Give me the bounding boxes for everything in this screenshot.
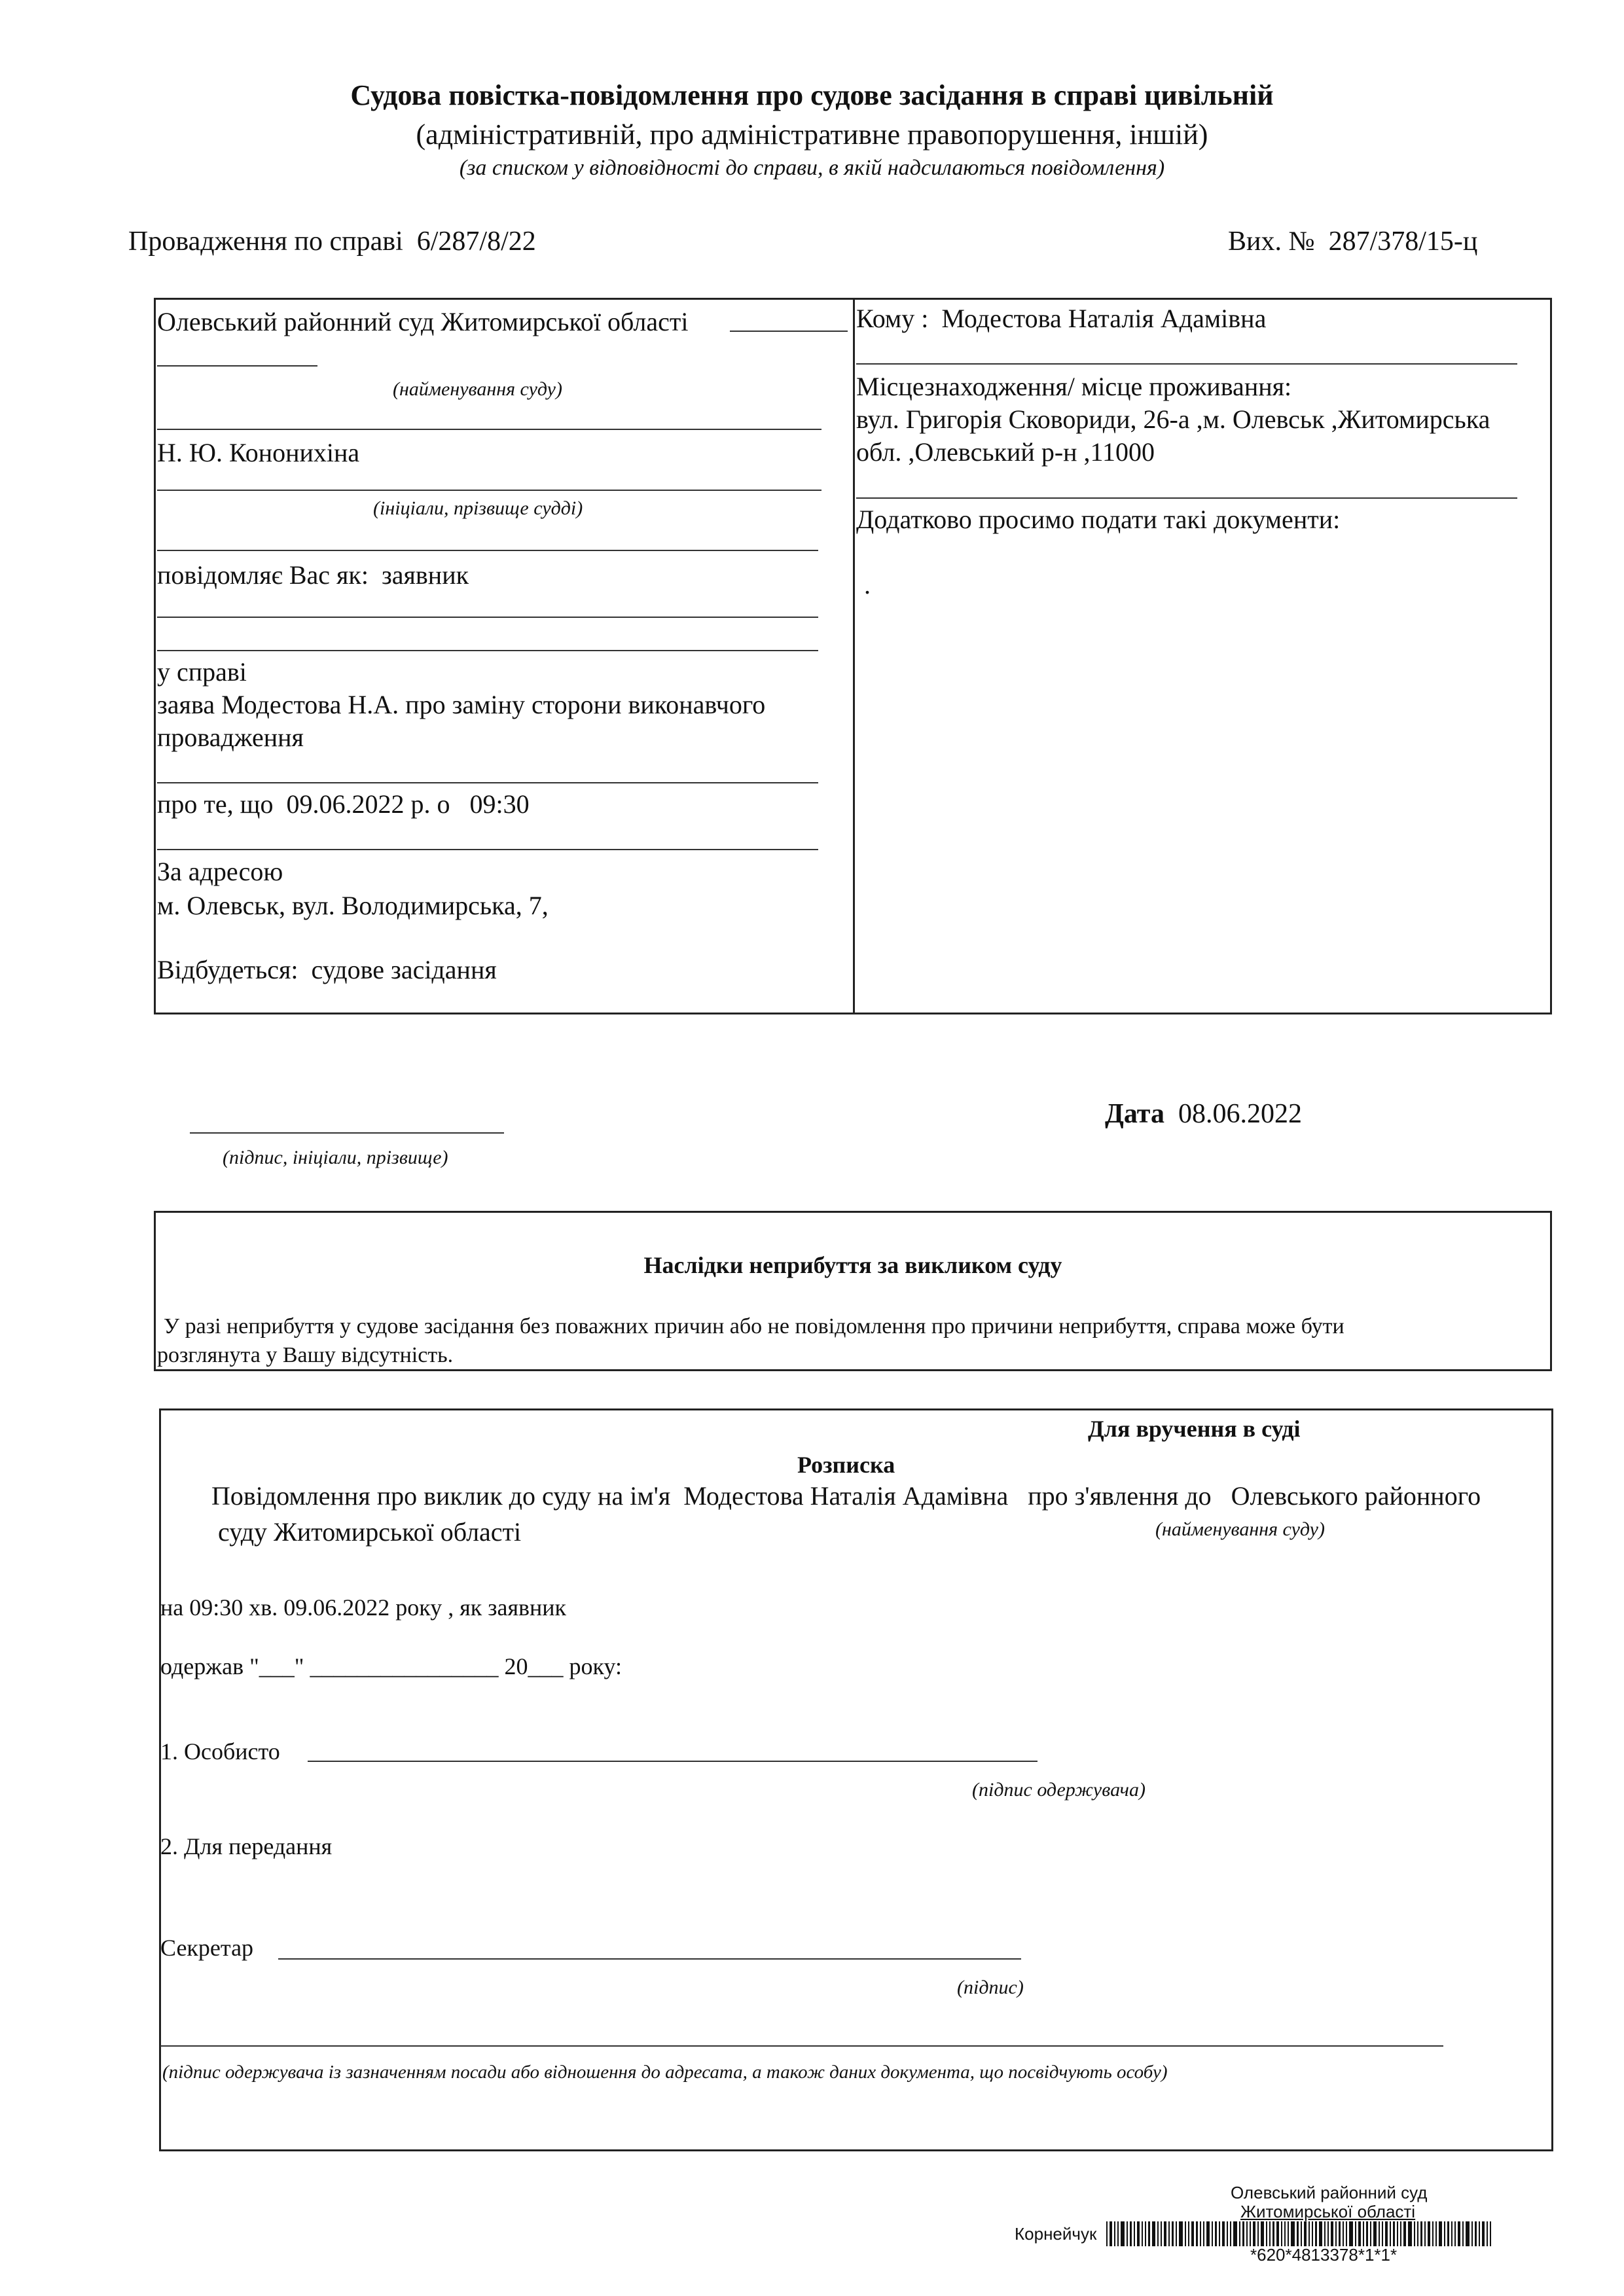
event-line bbox=[157, 954, 497, 985]
barcode-bar bbox=[1315, 2221, 1317, 2246]
barcode-bar bbox=[1393, 2221, 1395, 2246]
barcode-bar bbox=[1145, 2221, 1146, 2246]
recipient-name: Модестова Наталія Адамівна bbox=[941, 304, 1267, 333]
barcode-bar bbox=[1168, 2221, 1170, 2246]
about-time: 09:30 bbox=[469, 789, 530, 819]
barcode-bar bbox=[1215, 2221, 1217, 2246]
barcode-bar bbox=[1191, 2221, 1194, 2246]
barcode-bar bbox=[1312, 2221, 1313, 2246]
barcode-bar bbox=[1462, 2221, 1464, 2246]
barcode-bar bbox=[1424, 2221, 1426, 2246]
barcode-bar bbox=[1319, 2221, 1322, 2246]
rule bbox=[157, 849, 818, 850]
outgoing-label: Вих. № bbox=[1228, 226, 1315, 257]
recipient-label: Кому : bbox=[856, 304, 929, 333]
barcode-bar bbox=[1439, 2221, 1442, 2246]
document-subtitle: (адміністративній, про адміністративне правопорушення, іншій) bbox=[416, 118, 1208, 151]
barcode-bar bbox=[1227, 2221, 1228, 2246]
barcode-bar bbox=[1172, 2221, 1174, 2246]
barcode-bar bbox=[1114, 2221, 1115, 2246]
barcode-bar bbox=[1127, 2221, 1128, 2246]
barcode-bar bbox=[1428, 2221, 1430, 2246]
barcode-bar bbox=[1233, 2221, 1237, 2246]
case-label: у справі bbox=[157, 657, 247, 687]
barcode-bar bbox=[1327, 2221, 1329, 2246]
barcode-bar bbox=[1397, 2221, 1398, 2246]
barcode-bar bbox=[1297, 2221, 1299, 2246]
about-date: 09.06.2022 р. о bbox=[286, 789, 450, 819]
barcode-bar bbox=[1363, 2221, 1364, 2246]
barcode-bar bbox=[1301, 2221, 1302, 2246]
barcode-bar bbox=[1339, 2221, 1341, 2246]
case-text-1: заява Модестова Н.А. про заміну сторони виконавчого bbox=[157, 690, 766, 719]
receipt-time-line: на 09:30 хв. 09.06.2022 року , як заявник bbox=[160, 1594, 567, 1621]
outgoing-line bbox=[1228, 226, 1477, 257]
barcode-bar bbox=[1257, 2221, 1259, 2246]
barcode-bar bbox=[1390, 2221, 1391, 2246]
rule bbox=[190, 1132, 504, 1134]
barcode-bar bbox=[1379, 2221, 1380, 2246]
barcode-bar bbox=[1370, 2221, 1371, 2246]
notify-role: заявник bbox=[381, 560, 469, 590]
barcode-bar bbox=[1253, 2221, 1255, 2246]
barcode-bar bbox=[1246, 2221, 1248, 2246]
secretary-caption: (підпис) bbox=[957, 1977, 1024, 1998]
judge-name: Н. Ю. Кононихіна bbox=[157, 438, 360, 467]
proceeding-line bbox=[128, 226, 536, 257]
barcode-bar bbox=[1458, 2221, 1460, 2246]
barcode-bar bbox=[1479, 2221, 1480, 2246]
barcode-bar bbox=[1454, 2221, 1456, 2246]
receipt-court: Олевського районного bbox=[1231, 1481, 1481, 1511]
barcode-bar bbox=[1420, 2221, 1422, 2246]
barcode-bar bbox=[1366, 2221, 1368, 2246]
barcode-bar bbox=[1304, 2221, 1307, 2246]
barcode bbox=[1106, 2221, 1564, 2246]
barcode-bar bbox=[1200, 2221, 1201, 2246]
location-line-2: обл. ,Олевський р-н ,11000 bbox=[856, 437, 1155, 467]
barcode-bar bbox=[1134, 2221, 1135, 2246]
receipt-line-1a: Повідомлення про виклик до суду на ім'я bbox=[211, 1481, 671, 1511]
receipt-recipient: Модестова Наталія Адамівна bbox=[683, 1481, 1009, 1511]
barcode-bar bbox=[1152, 2221, 1155, 2246]
barcode-bar bbox=[1482, 2221, 1485, 2246]
outgoing-number: 287/378/15-ц bbox=[1328, 226, 1478, 257]
barcode-bar bbox=[1400, 2221, 1401, 2246]
barcode-bar bbox=[1161, 2221, 1162, 2246]
barcode-bar bbox=[1266, 2221, 1267, 2246]
barcode-bar bbox=[1358, 2221, 1361, 2246]
barcode-bar bbox=[1142, 2221, 1143, 2246]
barcode-bar bbox=[1385, 2221, 1388, 2246]
personal-label: 1. Особисто bbox=[160, 1738, 280, 1765]
rule bbox=[278, 1958, 1021, 1960]
proceeding-label: Провадження по справі bbox=[128, 226, 403, 257]
consequences-text-2: розглянута у Вашу відсутність. bbox=[157, 1343, 454, 1367]
signature-caption: (підпис, ініціали, прізвище) bbox=[223, 1147, 448, 1168]
barcode-bar bbox=[1373, 2221, 1377, 2246]
event-value: судове засідання bbox=[311, 955, 497, 984]
barcode-bar bbox=[1212, 2221, 1213, 2246]
footer-clerk: Корнейчук bbox=[1015, 2224, 1097, 2244]
barcode-bar bbox=[1475, 2221, 1477, 2246]
address-label: За адресою bbox=[157, 857, 283, 886]
location-label: Місцезнаходження/ місце проживання: bbox=[856, 372, 1292, 401]
barcode-bar bbox=[1432, 2221, 1434, 2246]
address-value: м. Олевськ, вул. Володимирська, 7, bbox=[157, 891, 549, 920]
court-caption: (найменування суду) bbox=[393, 378, 562, 400]
barcode-bar bbox=[1471, 2221, 1473, 2246]
transfer-label: 2. Для передання bbox=[160, 1833, 333, 1859]
location-line-1: вул. Григорія Сковориди, 26-а ,м. Олевськ ,Житомирська bbox=[856, 404, 1490, 434]
barcode-bar bbox=[1110, 2221, 1112, 2246]
recipient-line bbox=[856, 303, 1266, 334]
barcode-bar bbox=[1121, 2221, 1125, 2246]
rule bbox=[160, 2045, 1443, 2047]
for-court-label: Для вручення в суді bbox=[1088, 1416, 1301, 1442]
barcode-bar bbox=[1222, 2221, 1225, 2246]
barcode-bar bbox=[1382, 2221, 1383, 2246]
receipt-line-1 bbox=[211, 1480, 1481, 1511]
barcode-bar bbox=[1324, 2221, 1326, 2246]
footer-code: *620*4813378*1*1* bbox=[1250, 2245, 1398, 2265]
barcode-bar bbox=[1148, 2221, 1150, 2246]
barcode-bar bbox=[1447, 2221, 1449, 2246]
document-title: Судова повістка-повідомлення про судове засідання в справі цивільній bbox=[350, 79, 1274, 111]
barcode-bar bbox=[1281, 2221, 1282, 2246]
barcode-bar bbox=[1179, 2221, 1183, 2246]
barcode-bar bbox=[1284, 2221, 1286, 2246]
barcode-bar bbox=[1335, 2221, 1337, 2246]
barcode-bar bbox=[1288, 2221, 1289, 2246]
barcode-bar bbox=[1157, 2221, 1159, 2246]
barcode-bar bbox=[1451, 2221, 1453, 2246]
rule bbox=[856, 363, 1517, 365]
barcode-bar bbox=[1176, 2221, 1177, 2246]
consequences-text-1: У разі неприбуття у судове засідання без поважних причин або не повідомлення про причини неприбуття, справа може бути bbox=[164, 1314, 1344, 1338]
barcode-bar bbox=[1291, 2221, 1295, 2246]
barcode-bar bbox=[1188, 2221, 1189, 2246]
hearing-time-line bbox=[157, 789, 530, 819]
barcode-bar bbox=[1130, 2221, 1132, 2246]
barcode-bar bbox=[1250, 2221, 1251, 2246]
about-label: про те, що bbox=[157, 789, 274, 819]
receipt-court-caption: (найменування суду) bbox=[1155, 1518, 1325, 1540]
final-caption: (підпис одержувача із зазначенням посади або відношення до адресата, а також даних документа, що посвідчують особу) bbox=[162, 2062, 1168, 2083]
notify-label: повідомляє Вас як: bbox=[157, 560, 369, 590]
barcode-bar bbox=[1276, 2221, 1279, 2246]
barcode-bar bbox=[1349, 2221, 1353, 2246]
rule bbox=[157, 365, 317, 367]
personal-caption: (підпис одержувача) bbox=[972, 1779, 1146, 1801]
case-text-2: провадження bbox=[157, 723, 304, 752]
barcode-bar bbox=[1242, 2221, 1244, 2246]
rule bbox=[157, 490, 821, 491]
footer-court-1: Олевський районний суд bbox=[1231, 2183, 1428, 2202]
barcode-bar bbox=[1269, 2221, 1271, 2246]
receipt-line-2: суду Житомирської області bbox=[218, 1517, 522, 1547]
footer-court-2: Житомирської області bbox=[1240, 2202, 1416, 2221]
rule bbox=[157, 782, 818, 783]
barcode-bar bbox=[1444, 2221, 1445, 2246]
barcode-bar bbox=[1414, 2221, 1415, 2246]
court-name: Олевський районний суд Житомирської області bbox=[157, 307, 689, 336]
rule bbox=[856, 497, 1517, 499]
barcode-bar bbox=[1164, 2221, 1166, 2246]
documents-label: Додатково просимо подати такі документи: bbox=[856, 505, 1341, 534]
barcode-bar bbox=[1435, 2221, 1437, 2246]
rule bbox=[157, 650, 818, 651]
barcode-bar bbox=[1203, 2221, 1204, 2246]
barcode-bar bbox=[1346, 2221, 1347, 2246]
date-value: 08.06.2022 bbox=[1178, 1099, 1302, 1129]
barcode-bar bbox=[1403, 2221, 1406, 2246]
secretary-label: Секретар bbox=[160, 1935, 254, 1961]
documents-value: . bbox=[864, 570, 871, 600]
document-note: (за списком у відповідності до справи, в якій надсилаються повідомлення) bbox=[459, 156, 1165, 180]
rule bbox=[730, 331, 848, 332]
column-divider bbox=[853, 298, 855, 1014]
barcode-bar bbox=[1408, 2221, 1412, 2246]
receipt-title: Розписка bbox=[797, 1452, 895, 1478]
barcode-bar bbox=[1117, 2221, 1119, 2246]
proceeding-number: 6/287/8/22 bbox=[416, 226, 536, 257]
barcode-bar bbox=[1196, 2221, 1198, 2246]
barcode-bar bbox=[1206, 2221, 1210, 2246]
barcode-bar bbox=[1417, 2221, 1418, 2246]
barcode-bar bbox=[1487, 2221, 1488, 2246]
barcode-bar bbox=[1185, 2221, 1186, 2246]
rule bbox=[157, 617, 818, 618]
barcode-bar bbox=[1466, 2221, 1470, 2246]
barcode-bar bbox=[1106, 2221, 1108, 2246]
rule bbox=[308, 1761, 1038, 1762]
barcode-bar bbox=[1355, 2221, 1356, 2246]
barcode-bar bbox=[1272, 2221, 1274, 2246]
barcode-bar bbox=[1261, 2221, 1264, 2246]
judge-caption: (ініціали, прізвище судді) bbox=[373, 497, 583, 519]
barcode-bar bbox=[1308, 2221, 1310, 2246]
barcode-bar bbox=[1239, 2221, 1240, 2246]
event-label: Відбудеться: bbox=[157, 955, 298, 984]
date-line bbox=[1105, 1098, 1302, 1130]
barcode-bar bbox=[1490, 2221, 1491, 2246]
consequences-title: Наслідки неприбуття за викликом суду bbox=[643, 1252, 1062, 1278]
rule bbox=[157, 550, 818, 551]
rule bbox=[157, 429, 821, 430]
notify-line bbox=[157, 560, 469, 590]
barcode-bar bbox=[1331, 2221, 1333, 2246]
barcode-bar bbox=[1343, 2221, 1344, 2246]
barcode-bar bbox=[1137, 2221, 1140, 2246]
barcode-bar bbox=[1230, 2221, 1231, 2246]
date-label: Дата bbox=[1105, 1099, 1164, 1129]
barcode-bar bbox=[1219, 2221, 1220, 2246]
receipt-line-1b: про з'явлення до bbox=[1028, 1481, 1212, 1511]
receipt-received-line: одержав "___" ________________ 20___ року: bbox=[160, 1653, 623, 1679]
